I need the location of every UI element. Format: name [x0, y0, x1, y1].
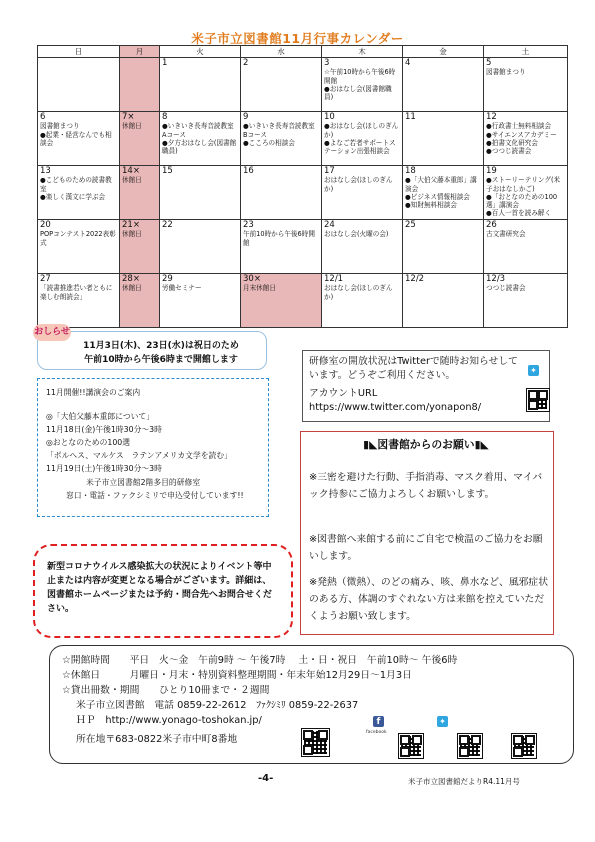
calendar-event: 図書館まつり: [40, 122, 80, 131]
calendar-event: 午前10時から午後6時開館: [243, 230, 315, 247]
calendar-day: [160, 58, 241, 112]
calendar-event: 休館日: [122, 122, 142, 131]
day-number: 17: [324, 166, 335, 176]
calendar-day: [484, 58, 568, 112]
day-number: 22: [162, 220, 173, 230]
lecture-title-1: ◎「大伯父藤本重郎について」: [46, 412, 155, 421]
day-number: 12: [486, 112, 497, 122]
day-number: 4: [405, 58, 411, 68]
calendar-event: ●おはなし会(ほしのぎんか): [324, 122, 399, 139]
calendar-event: 休館日: [122, 284, 142, 293]
day-number: 12/3: [486, 274, 506, 284]
closed-days: ☆休館日 月曜日・月末・特別資料整理期間・年末年始12月29日～1月3日: [62, 670, 412, 681]
calendar-day: [484, 274, 568, 328]
calendar-event: おはなし会(ほしのぎんか): [324, 176, 393, 193]
calendar-week: [38, 166, 568, 220]
calendar-day: [241, 166, 322, 220]
request-item-2: ※図書館へ来館する前にご自宅で検温のご協力をお願いします。: [309, 534, 543, 562]
lecture-subtitle-2: 「ボルヘス、マルケス ラテンアメリカ文学を読む」: [46, 451, 232, 460]
weekday-header: 木: [322, 46, 403, 58]
day-number: 14×: [122, 166, 140, 176]
day-number: 18: [405, 166, 416, 176]
day-number: 7×: [122, 112, 135, 122]
calendar-event: 休館日: [122, 176, 142, 185]
calendar-event: 月末休館日: [243, 284, 276, 293]
calendar-event: ●こころの相談会: [243, 138, 295, 147]
library-address: 所在地〒683-0822米子市中町8番地: [76, 734, 238, 745]
day-number: 19: [486, 166, 497, 176]
calendar-event: 「読書推進若い者ともに楽しむ朗読会」: [40, 284, 113, 301]
day-number: 3: [324, 58, 330, 68]
calendar-event: ●つつじ読書会: [486, 147, 532, 156]
twitter-icon: ✦: [437, 716, 448, 727]
lecture-date-1: 11月18日(金)午後1時30分～3時: [46, 425, 162, 434]
day-number: 2: [243, 58, 249, 68]
day-number: 12/1: [324, 274, 344, 284]
calendar-event: POPコンテスト2022表彰式: [40, 230, 116, 247]
calendar-day: [120, 220, 160, 274]
opening-hours: ☆開館時間 平日 火～金 午前9時 ～ 午後7時 土・日・祝日 午前10時～ 午後6時: [62, 655, 458, 666]
day-number: 5: [486, 58, 492, 68]
event-calendar: [37, 45, 568, 328]
day-number: 12/2: [405, 274, 425, 284]
calendar-day: [241, 274, 322, 328]
calendar-day: [160, 166, 241, 220]
calendar-event: ●「大伯父藤本重郎」講演会: [405, 176, 477, 193]
calendar-event: ●こどものための読書教室: [40, 176, 112, 193]
day-number: 6: [40, 112, 46, 122]
calendar-day: [120, 112, 160, 166]
calendar-day: [120, 166, 160, 220]
calendar-day: [322, 166, 403, 220]
calendar-event: ●夕方おはなし会(図書館職員): [162, 138, 237, 156]
calendar-event: ●起業・経営なんでも相談会: [40, 130, 112, 147]
weekday-header: 水: [241, 46, 322, 58]
calendar-event: ●百人一首を読み解く: [486, 209, 552, 218]
calendar-event: 古文書研究会: [486, 230, 526, 239]
calendar-event: 図書館まつり: [486, 68, 526, 77]
calendar-day: [38, 220, 120, 274]
weekday-header: 月: [120, 46, 160, 58]
calendar-event: ●「おとなのための100選」講演会: [486, 192, 558, 210]
twitter-text: 研修室の開放状況はTwitterで随時お知らせしています。どうぞご利用ください。: [309, 356, 518, 381]
calendar-day: [322, 274, 403, 328]
calendar-event: ●よなご若者サポートステーション出張相談会: [324, 138, 396, 156]
calendar-day: [38, 166, 120, 220]
calendar-day: [403, 166, 484, 220]
day-number: 9: [243, 112, 249, 122]
calendar-day: [484, 112, 568, 166]
lending-limit: ☆貸出冊数・期間 ひとり10冊まで・２週間: [62, 685, 270, 696]
weekday-header: 土: [484, 46, 568, 58]
calendar-day: [160, 274, 241, 328]
calendar-day: [241, 112, 322, 166]
calendar-day: [403, 112, 484, 166]
calendar-event: ●いきいき長寿音読教室Aコース: [162, 122, 234, 139]
library-contact: 米子市立図書館 電話 0859-22-2612 ﾌｧｸｼﾐﾘ 0859-22-2637: [76, 700, 359, 711]
calendar-event: ●知財無料相談会: [405, 201, 457, 210]
calendar-day: [484, 220, 568, 274]
twitter-qr-code: [457, 733, 483, 759]
calendar-event: ●ストーリーテリング(米子おはなしかご): [486, 176, 561, 193]
notice-badge: おしらせ: [33, 324, 71, 341]
calendar-week: [38, 220, 568, 274]
lecture-application: 窓口・電話・ファクシミリで申込受付しています!!: [66, 491, 244, 500]
calendar-day: [403, 274, 484, 328]
calendar-event: ●楽しく漢文に学ぶ会: [40, 192, 106, 201]
calendar-day: [38, 274, 120, 328]
calendar-week: [38, 274, 568, 328]
day-number: 26: [486, 220, 497, 230]
calendar-day: [403, 220, 484, 274]
calendar-event: ●ビジネス情報相談会: [405, 192, 470, 201]
calendar-day: [38, 58, 120, 112]
calendar-event: 労働セミナー: [162, 284, 202, 293]
day-number: 29: [162, 274, 173, 284]
calendar-day: [322, 112, 403, 166]
qr-code: [301, 728, 330, 757]
lecture-heading: 11月開催!!講演会のご案内: [46, 388, 141, 397]
twitter-qr-code: [526, 388, 550, 412]
facebook-caption: facebook: [366, 730, 387, 735]
day-number: 24: [324, 220, 335, 230]
day-number: 21×: [122, 220, 140, 230]
calendar-day: [38, 112, 120, 166]
twitter-url[interactable]: https://www.twitter.com/yonapon8/: [309, 402, 482, 413]
weekday-header: 火: [160, 46, 241, 58]
day-number: 27: [40, 274, 51, 284]
request-item-1: ※三密を避けた行動、手指消毒、マスク着用、マイバック持参にご協力よろしくお願いします。: [309, 472, 543, 500]
calendar-day: [160, 112, 241, 166]
page-number: -4-: [258, 773, 274, 784]
calendar-day: [120, 274, 160, 328]
facebook-icon: f: [373, 716, 384, 727]
day-number: 28×: [122, 274, 140, 284]
page-title: 米子市立図書館11月行事カレンダー: [191, 31, 404, 46]
calendar-day: [322, 220, 403, 274]
calendar-event: つつじ読書会: [486, 284, 526, 293]
homepage-url[interactable]: ＨＰ http://www.yonago-toshokan.jp/: [76, 715, 262, 726]
calendar-event: ●行政書士無料相談会: [486, 122, 552, 131]
book-icon: ▮◣: [474, 438, 489, 451]
lecture-date-2: 11月19日(土)午後1時30分～3時: [46, 464, 162, 473]
holiday-notice-text: 11月3日(木)、23日(水)は祝日のため 午前10時から午後6時まで開館します: [83, 341, 239, 365]
day-number: 1: [162, 58, 168, 68]
day-number: 16: [243, 166, 254, 176]
calendar-event: ●拍書文化研究会: [486, 138, 538, 147]
day-number: 30×: [243, 274, 261, 284]
lecture-title-2: ◎おとなのための100選: [46, 438, 131, 447]
qr-code: [511, 733, 537, 759]
request-item-3: ※発熱（微熱）、のどの痛み、咳、鼻水など、風邪症状のある方、体調のすぐれない方は来館を控えていただくようお願い致します。: [309, 577, 549, 622]
calendar-day: [484, 166, 568, 220]
calendar-event: ☆午前10時から午後6時開館: [324, 68, 396, 85]
calendar-day: [241, 220, 322, 274]
day-number: 15: [162, 166, 173, 176]
calendar-week: [38, 112, 568, 166]
calendar-event: ●いきいき長寿音読教室Bコース: [243, 122, 315, 139]
calendar-day: [403, 58, 484, 112]
calendar-event: ●サイエンスアカデミー: [486, 130, 557, 139]
day-number: 10: [324, 112, 335, 122]
twitter-icon: ✦: [528, 365, 539, 376]
day-number: 20: [40, 220, 51, 230]
calendar-day: [120, 58, 160, 112]
covid-notice-text: 新型コロナウイルス感染拡大の状況によりイベント等中止または内容が変更となる場合がございます。詳細は、図書館ホームページまたは予約・問合先へお問合せください。: [47, 562, 272, 614]
weekday-header: 金: [403, 46, 484, 58]
day-number: 13: [40, 166, 51, 176]
calendar-week: [38, 58, 568, 112]
calendar-event: おはなし会(ほしのぎんか): [324, 284, 393, 301]
lecture-venue: 米子市立図書館2階多目的研修室: [86, 478, 201, 487]
book-icon: ▮◣: [363, 438, 378, 451]
calendar-event: おはなし会(火曜の会): [324, 230, 389, 239]
calendar-day: [241, 58, 322, 112]
newsletter-issue: 米子市立図書館だよりR4.11月号: [408, 777, 520, 786]
calendar-day: [160, 220, 241, 274]
day-number: 8: [162, 112, 168, 122]
calendar-day: [322, 58, 403, 112]
day-number: 23: [243, 220, 254, 230]
twitter-account-label: アカウントURL: [309, 388, 378, 399]
facebook-qr-code: [398, 733, 424, 759]
calendar-event: ●おはなし会(図書館職員): [324, 84, 392, 102]
day-number: 25: [405, 220, 416, 230]
calendar-event: 休館日: [122, 230, 142, 239]
request-title: ▮◣図書館からのお願い▮◣: [363, 438, 489, 451]
day-number: 11: [405, 112, 416, 122]
weekday-header: 日: [38, 46, 120, 58]
